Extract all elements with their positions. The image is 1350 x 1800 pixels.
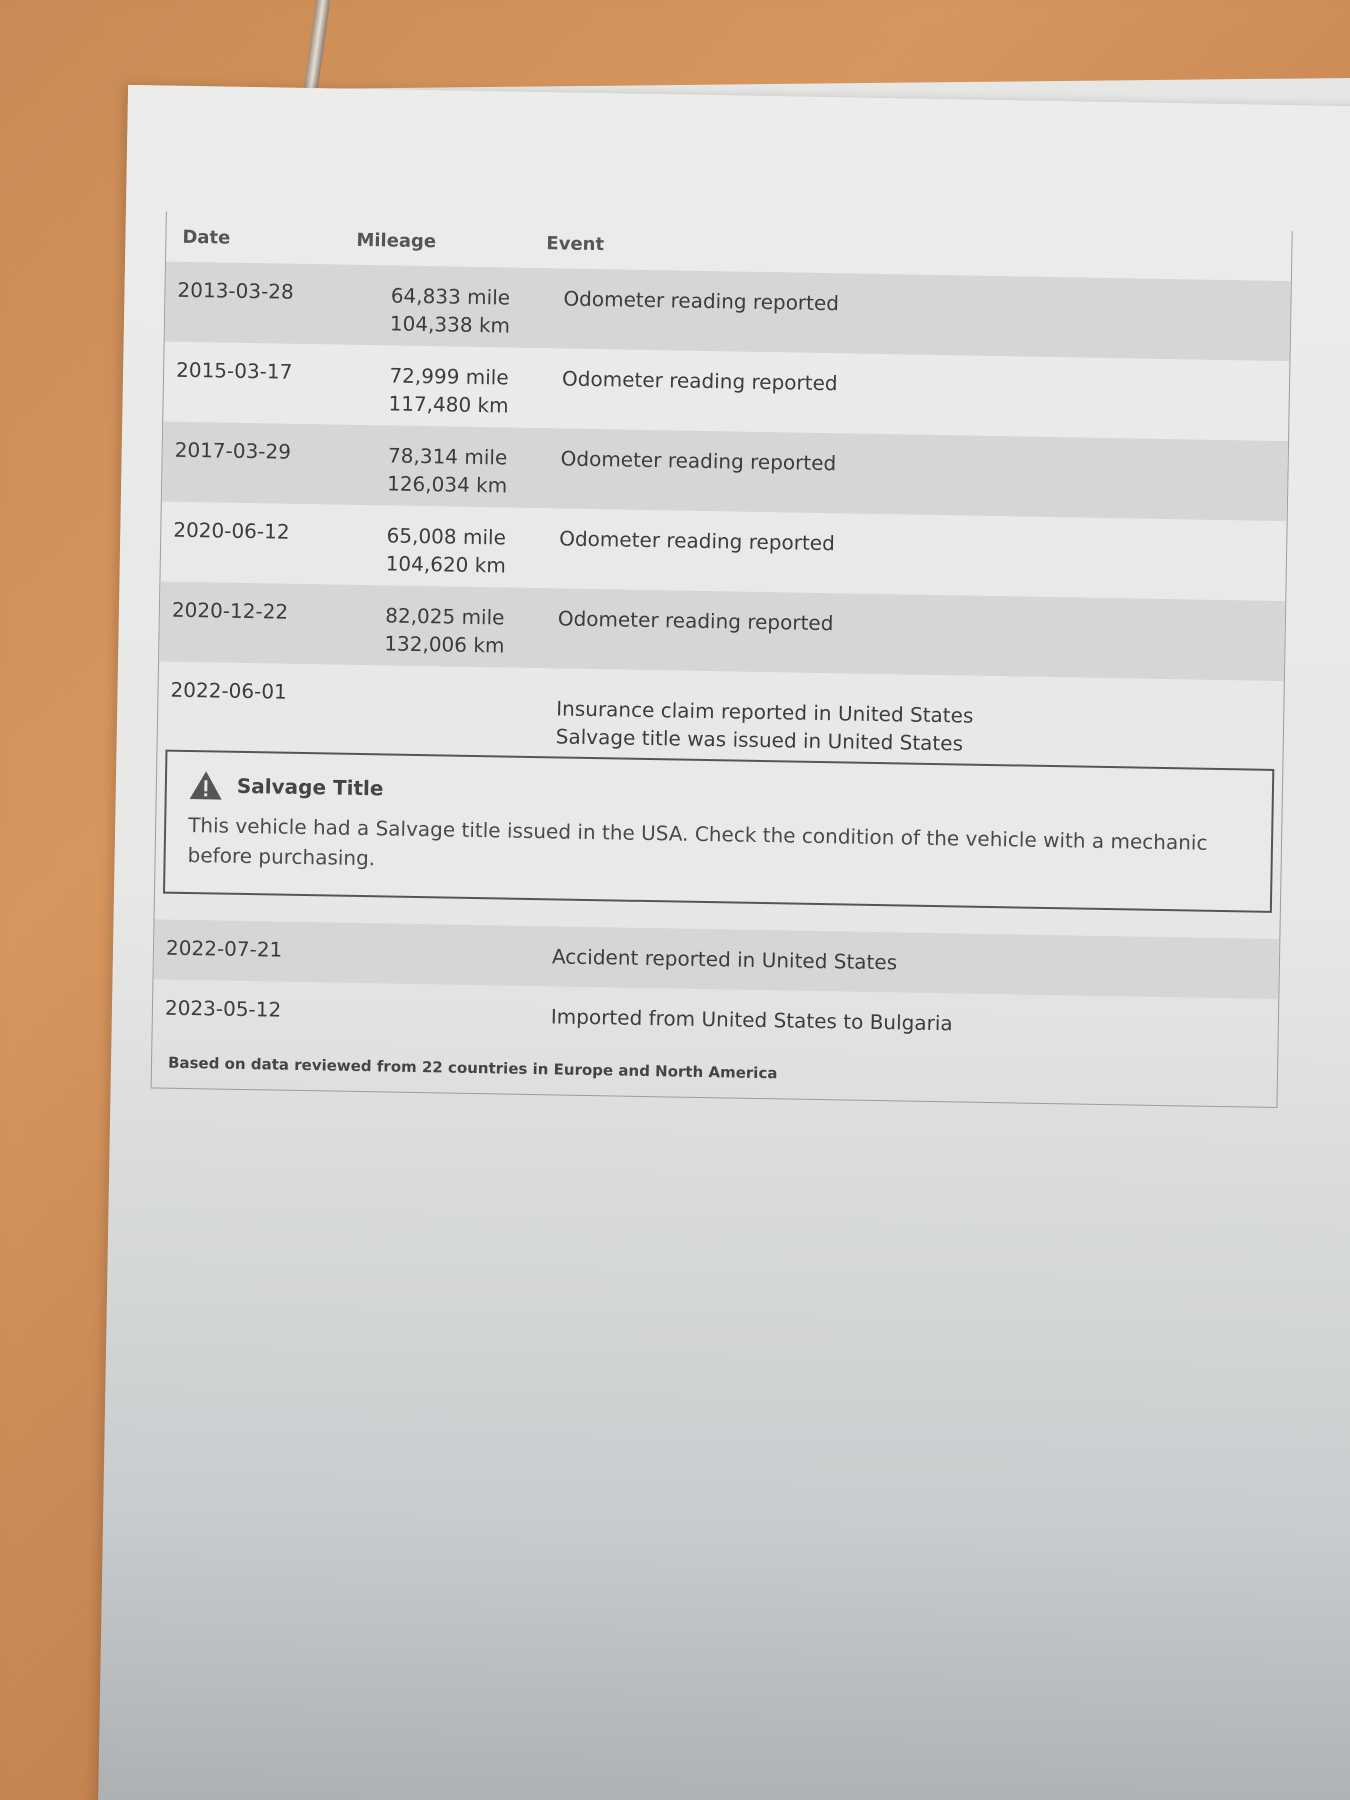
- row-event: Accident reported in United States: [551, 944, 898, 975]
- header-event: Event: [546, 232, 605, 255]
- footnote: Based on data reviewed from 22 countries in Europe and North America: [167, 1053, 778, 1083]
- event-line: Insurance claim reported in United States: [556, 696, 974, 728]
- mileage-miles: 64,833 mile: [390, 283, 511, 310]
- row-event: Odometer reading reported: [563, 286, 840, 316]
- mileage-km: 117,480 km: [388, 391, 509, 418]
- alert-text: This vehicle had a Salvage title issued in the USA. Check the condition of the vehicle with a mechanic before purchasing.: [187, 812, 1208, 871]
- row-mileage: [355, 281, 546, 340]
- alert-title: Salvage Title: [236, 773, 384, 801]
- row-date: 2022-06-01: [170, 677, 287, 704]
- header-mileage: Mileage: [356, 229, 437, 252]
- row-date: 2023-05-12: [164, 995, 282, 1022]
- event-line: Salvage title was issued in United States: [555, 724, 964, 756]
- vehicle-history-table: [151, 212, 1293, 1109]
- row-date: 2020-12-22: [171, 597, 289, 624]
- row-event: Odometer reading reported: [559, 526, 836, 556]
- mileage-miles: 78,314 mile: [387, 443, 508, 470]
- warning-triangle-icon: [189, 770, 224, 801]
- row-date: 2013-03-28: [177, 277, 294, 304]
- row-event: [538, 684, 1284, 763]
- mileage-km: 132,006 km: [384, 631, 505, 658]
- row-mileage: [349, 601, 540, 660]
- row-mileage: [352, 441, 543, 500]
- salvage-title-alert: [163, 750, 1274, 913]
- row-mileage-empty: [344, 939, 534, 942]
- row-mileage: [353, 361, 544, 420]
- row-date: 2015-03-17: [175, 357, 293, 384]
- row-date: 2017-03-29: [174, 437, 292, 464]
- row-event: Odometer reading reported: [561, 366, 838, 396]
- mileage-km: 104,620 km: [385, 551, 507, 578]
- row-mileage: [351, 521, 542, 580]
- row-date: 2022-07-21: [165, 935, 283, 962]
- row-mileage-empty: [349, 681, 539, 684]
- mileage-km: 104,338 km: [389, 311, 511, 338]
- row-date: 2020-06-12: [173, 517, 290, 544]
- row-mileage-empty: [343, 999, 533, 1002]
- header-date: Date: [182, 226, 231, 249]
- row-event: Imported from United States to Bulgaria: [550, 1004, 953, 1036]
- mileage-km: 126,034 km: [386, 471, 508, 498]
- paper-sheet: [97, 85, 1350, 1800]
- mileage-miles: 72,999 mile: [389, 363, 509, 390]
- desk-object: [304, 0, 331, 90]
- mileage-miles: 82,025 mile: [385, 603, 505, 630]
- row-event: Odometer reading reported: [560, 446, 837, 476]
- row-event: Odometer reading reported: [557, 606, 834, 636]
- alert-header: [189, 770, 1250, 819]
- mileage-miles: 65,008 mile: [386, 523, 507, 550]
